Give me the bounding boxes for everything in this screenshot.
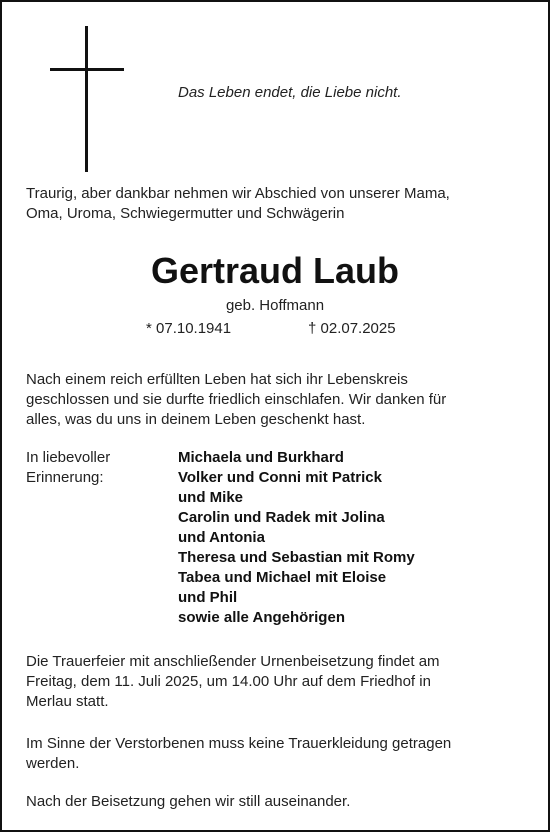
farewell-line: alles, was du uns in deinem Leben geschenkt hast.	[26, 411, 366, 428]
maiden-name: geb. Hoffmann	[225, 297, 325, 314]
intro-line: Oma, Uroma, Schwiegermutter und Schwägerin	[26, 205, 345, 222]
service-line: Merlau statt.	[26, 693, 109, 710]
mourner-line: Tabea und Michael mit Eloise	[178, 569, 387, 586]
farewell-line: Nach einem reich erfüllten Leben hat sich ihr Lebenskreis	[26, 371, 408, 388]
mourner-line: sowie alle Angehörigen	[178, 609, 345, 626]
cross-icon	[50, 26, 124, 172]
mourner-line: Carolin und Radek mit Jolina	[178, 509, 385, 526]
dress-note	[26, 734, 516, 774]
closing-line: Nach der Beisetzung gehen wir still auseinander.	[26, 793, 351, 810]
closing-text	[26, 792, 516, 812]
intro-line: Traurig, aber dankbar nehmen wir Abschied von unserer Mama,	[26, 185, 450, 202]
mourner-line: Michaela und Burkhard	[178, 449, 344, 466]
death-date: † 02.07.2025	[308, 320, 396, 337]
mourners-label	[26, 448, 110, 488]
dress-note-line: werden.	[26, 755, 80, 772]
deceased-name: Gertraud Laub	[150, 250, 400, 291]
birth-date: * 07.10.1941	[146, 320, 232, 337]
farewell-text	[26, 370, 516, 430]
mourner-line: und Phil	[178, 589, 238, 606]
dress-note-line: Im Sinne der Verstorbenen muss keine Trauerkleidung getragen	[26, 735, 452, 752]
service-line: Die Trauerfeier mit anschließender Urnenbeisetzung findet am	[26, 653, 440, 670]
service-text	[26, 652, 516, 712]
mourner-line: und Antonia	[178, 529, 265, 546]
mourner-line: Volker und Conni mit Patrick	[178, 469, 382, 486]
mourners-label-line: Erinnerung:	[26, 469, 104, 486]
intro-text	[26, 184, 516, 224]
mourners-list	[178, 448, 415, 628]
mourner-line: Theresa und Sebastian mit Romy	[178, 549, 415, 566]
mourner-line: und Mike	[178, 489, 244, 506]
mourners-label-line: In liebevoller	[26, 449, 111, 466]
service-line: Freitag, dem 11. Juli 2025, um 14.00 Uhr auf dem Friedhof in	[26, 673, 431, 690]
farewell-line: geschlossen und sie durfte friedlich einschlafen. Wir danken für	[26, 391, 447, 408]
motto: Das Leben endet, die Liebe nicht.	[178, 84, 402, 101]
